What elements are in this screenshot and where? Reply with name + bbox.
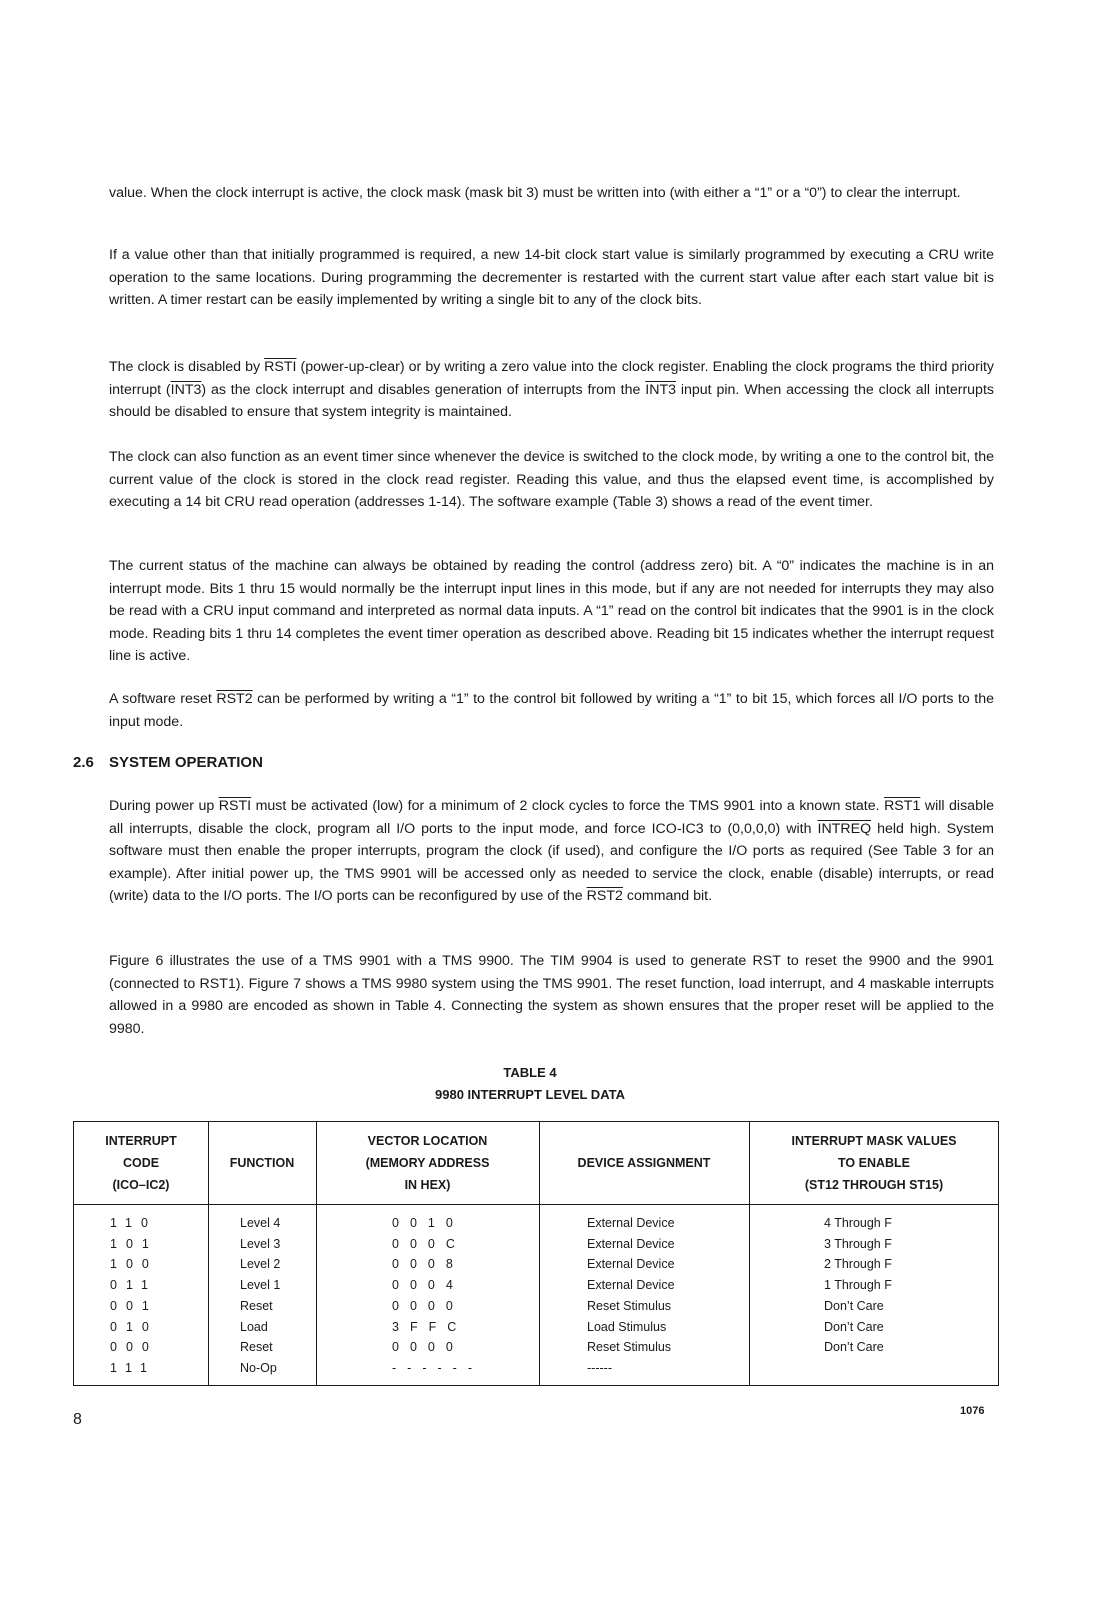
section-number: 2.6 bbox=[73, 754, 94, 771]
document-code: 1076 bbox=[960, 1405, 985, 1417]
rst1-signal: RSTI bbox=[218, 798, 252, 814]
paragraph-power-up: During power up RSTI must be activated (low) for a minimum of 2 clock cycles to force the TMS 9901 into a known state. RST1 will disable all interrupts, disable the clock, program all I/O ports to the input mode, and force ICO-IC3 to (0,0,0,0) with INTREQ held high. System software must then enable the proper interrupts, program the clock (if used), and configure the I/O ports as required (See Table 3 for an example). After initial power up, the TMS 9901 will be accessed only as needed to service the clock, enable (disable) interrupts, or read (write) data to the I/O ports. The I/O ports can be reconfigured by use of the RST2 command bit. bbox=[109, 798, 995, 904]
device-assignment-cell: External Device bbox=[587, 1278, 675, 1293]
intreq-signal: INTREQ bbox=[817, 820, 872, 837]
device-assignment-cell: ------ bbox=[587, 1360, 612, 1375]
mask-values-cell: Don’t Care bbox=[824, 1319, 884, 1334]
int3-pin-signal: INT3 bbox=[645, 381, 676, 398]
rst2-signal: RST2 bbox=[586, 888, 623, 904]
header-interrupt-code: INTERRUPT CODE (ICO–IC2) bbox=[105, 1134, 177, 1192]
mask-values-cell: 3 Through F bbox=[824, 1236, 892, 1251]
function-cell: Load bbox=[240, 1319, 268, 1334]
section-title: SYSTEM OPERATION bbox=[109, 754, 263, 771]
table-number: TABLE 4 bbox=[503, 1065, 557, 1080]
mask-values-cell: 4 Through F bbox=[824, 1216, 892, 1230]
paragraph-figure-reference: Figure 6 illustrates the use of a TMS 9901 with a TMS 9900. The TIM 9904 is used to generate RST to reset the 9900 and the 9901 (connected to RST1). Figure 7 shows a TMS 9980 system using the TMS 9901. The reset function, load interrupt, and 4 maskable interrupts allowed in a 9980 are encoded as shown in Table 4. Connecting the system as shown ensures that the proper reset will be applied to the 9980. bbox=[109, 953, 994, 1037]
vector-location-cell: 000C bbox=[392, 1236, 466, 1251]
vector-location-cell: 0000 bbox=[392, 1340, 464, 1355]
header-separator bbox=[74, 1204, 998, 1205]
paragraph-machine-status: The current status of the machine can always be obtained by reading the control (address zero) bit. A “0” indicates the machine is in an interrupt mode. Bits 1 thru 15 would normally be the interrupt input lines in this mode, but if any are not needed for interrupts they may also be read with a CRU input command and interpreted as normal data inputs. A “1” read on the control bit indicates that the 9901 is in the clock mode. Reading bits 1 thru 14 completes the event timer operation as described above. Reading bit 15 indicates whether the interrupt request line is active. bbox=[109, 558, 994, 664]
rst1-signal: RST1 bbox=[884, 798, 921, 814]
paragraph-clock-disable: The clock is disabled by RSTI (power-up-clear) or by writing a zero value into the clock register. Enabling the clock programs the third priority interrupt (INT3) as the clock interrupt and disables generation of interrupts from the INT3 input pin. When accessing the clock all interrupts should be disabled to ensure that system integrity is maintained. bbox=[109, 359, 995, 420]
table-title: 9980 INTERRUPT LEVEL DATA bbox=[435, 1087, 625, 1102]
vector-location-cell: 3FFC bbox=[392, 1319, 468, 1334]
device-assignment-cell: Load Stimulus bbox=[587, 1319, 667, 1334]
mask-values-cell: 2 Through F bbox=[824, 1257, 892, 1272]
vector-location-cell: ------ bbox=[392, 1360, 483, 1375]
interrupt-code-cell: 010 bbox=[110, 1319, 158, 1334]
device-assignment-cell: External Device bbox=[587, 1257, 675, 1272]
device-assignment-cell: External Device bbox=[587, 1236, 675, 1251]
device-assignment-cell: Reset Stimulus bbox=[587, 1340, 672, 1355]
function-cell: Level 1 bbox=[240, 1278, 281, 1293]
vector-location-cell: 0010 bbox=[392, 1216, 464, 1230]
function-cell: Reset bbox=[240, 1298, 273, 1313]
header-mask-values: INTERRUPT MASK VALUES TO ENABLE (ST12 THROUGH ST15) bbox=[791, 1134, 957, 1192]
interrupt-code-cell: 011 bbox=[110, 1278, 157, 1293]
paragraph-event-timer: The clock can also function as an event timer since whenever the device is switched to the clock mode, by writing a one to the control bit, the current value of the clock is stored in the clock read register. Reading this value, and thus the elapsed event time, is accomplished by executing a 14 bit CRU read operation (addresses 1-14). The software example (Table 3) shows a read of the event timer. bbox=[109, 449, 994, 510]
mask-values-cell: 1 Through F bbox=[824, 1278, 892, 1293]
mask-values-cell: Don’t Care bbox=[824, 1298, 884, 1313]
function-cell: Level 2 bbox=[240, 1257, 281, 1272]
function-cell: Reset bbox=[240, 1340, 273, 1355]
function-cell: Level 3 bbox=[240, 1236, 281, 1251]
vector-location-cell: 0000 bbox=[392, 1298, 464, 1313]
interrupt-code-cell: 111 bbox=[110, 1360, 157, 1375]
interrupt-code-cell: 101 bbox=[110, 1236, 158, 1251]
header-function: FUNCTION bbox=[229, 1156, 295, 1170]
header-device-assignment: DEVICE ASSIGNMENT bbox=[577, 1156, 711, 1170]
page-number: 8 bbox=[73, 1411, 82, 1428]
device-assignment-cell: External Device bbox=[587, 1216, 675, 1230]
int3-signal: INT3 bbox=[170, 381, 202, 398]
function-cell: No-Op bbox=[240, 1360, 277, 1375]
paragraph-clock-start-value: If a value other than that initially programmed is required, a new 14-bit clock start value is similarly programmed by executing a CRU write operation to the same locations. During programming the decrementer is restarted with the current start value after each start value bit is written. A timer restart can be easily implemented by writing a single bit to any of the clock bits. bbox=[109, 247, 994, 308]
vector-location-cell: 0008 bbox=[392, 1257, 464, 1272]
interrupt-code-cell: 001 bbox=[110, 1298, 158, 1313]
paragraph-clock-mask: value. When the clock interrupt is active, the clock mask (mask bit 3) must be written into (with either a “1” or a “0”) to clear the interrupt. bbox=[109, 185, 961, 201]
interrupt-code-cell: 110 bbox=[110, 1216, 157, 1230]
function-cell: Level 4 bbox=[240, 1216, 281, 1230]
device-assignment-cell: Reset Stimulus bbox=[587, 1298, 672, 1313]
vector-location-cell: 0004 bbox=[392, 1278, 464, 1293]
paragraph-software-reset: A software reset RST2 can be performed by writing a “1” to the control bit followed by writing a “1” to bit 15, which forces all I/O ports to the input mode. bbox=[109, 691, 994, 730]
interrupt-code-cell: 000 bbox=[110, 1340, 158, 1355]
mask-values-cell: Don’t Care bbox=[824, 1340, 884, 1355]
rst1-signal: RSTI bbox=[264, 359, 297, 375]
interrupt-code-cell: 100 bbox=[110, 1257, 158, 1272]
rst2-signal: RST2 bbox=[216, 691, 253, 707]
interrupt-level-table bbox=[73, 1121, 999, 1386]
header-vector-location: VECTOR LOCATION (MEMORY ADDRESS IN HEX) bbox=[365, 1134, 490, 1192]
